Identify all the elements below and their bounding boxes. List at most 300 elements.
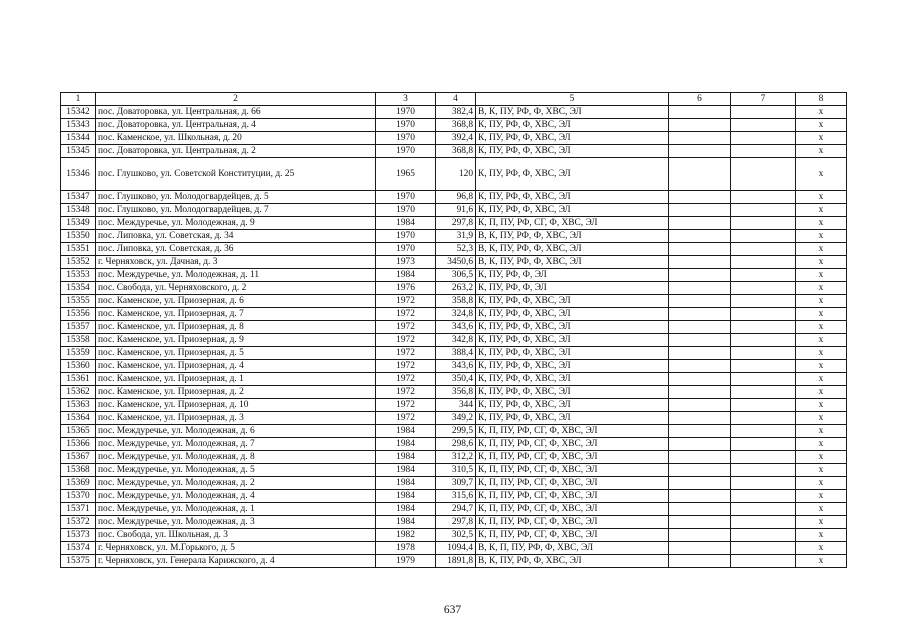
area-cell: 315,6: [436, 490, 476, 503]
year-built-cell: 1972: [376, 295, 436, 308]
column-number: 8: [796, 93, 847, 106]
area-cell: 309,7: [436, 477, 476, 490]
column-6-cell: [669, 451, 731, 464]
utilities-cell: К, ПУ, РФ, Ф, ХВС, ЭЛ: [476, 321, 669, 334]
column-8-cell: х: [796, 243, 847, 256]
utilities-cell: К, ПУ, РФ, Ф, ХВС, ЭЛ: [476, 308, 669, 321]
column-8-cell: х: [796, 425, 847, 438]
address-cell: пос. Глушково, ул. Молодогвардейцев, д. 7: [96, 204, 376, 217]
column-8-cell: х: [796, 347, 847, 360]
column-6-cell: [669, 295, 731, 308]
column-6-cell: [669, 119, 731, 132]
year-built-cell: 1970: [376, 230, 436, 243]
area-cell: 310,5: [436, 464, 476, 477]
column-7-cell: [731, 282, 796, 295]
table-row: [61, 243, 847, 256]
column-6-cell: [669, 425, 731, 438]
column-number: 7: [731, 93, 796, 106]
column-7-cell: [731, 308, 796, 321]
address-cell: пос. Каменское, ул. Приозерная, д. 2: [96, 386, 376, 399]
area-cell: 120: [436, 158, 476, 191]
year-built-cell: 1970: [376, 119, 436, 132]
address-cell: пос. Каменское, ул. Приозерная, д. 8: [96, 321, 376, 334]
year-built-cell: 1978: [376, 542, 436, 555]
table-row: [61, 308, 847, 321]
column-6-cell: [669, 158, 731, 191]
utilities-cell: К, ПУ, РФ, Ф, ХВС, ЭЛ: [476, 347, 669, 360]
table-row: [61, 119, 847, 132]
register-number-cell: 15358: [61, 334, 96, 347]
utilities-cell: К, ПУ, РФ, Ф, ХВС, ЭЛ: [476, 119, 669, 132]
column-6-cell: [669, 282, 731, 295]
column-number: 4: [436, 93, 476, 106]
column-7-cell: [731, 542, 796, 555]
column-7-cell: [731, 295, 796, 308]
utilities-cell: К, П, ПУ, РФ, СГ, Ф, ХВС, ЭЛ: [476, 425, 669, 438]
table-row: [61, 230, 847, 243]
column-6-cell: [669, 230, 731, 243]
column-7-cell: [731, 386, 796, 399]
table-row: [61, 399, 847, 412]
column-6-cell: [669, 256, 731, 269]
year-built-cell: 1972: [376, 399, 436, 412]
table-row: [61, 503, 847, 516]
register-number-cell: 15366: [61, 438, 96, 451]
column-7-cell: [731, 158, 796, 191]
area-cell: 349,2: [436, 412, 476, 425]
register-number-cell: 15367: [61, 451, 96, 464]
column-number: 1: [61, 93, 96, 106]
column-8-cell: х: [796, 555, 847, 568]
column-7-cell: [731, 334, 796, 347]
column-7-cell: [731, 217, 796, 230]
address-cell: пос. Междуречье, ул. Молодежная, д. 4: [96, 490, 376, 503]
column-7-cell: [731, 106, 796, 119]
register-number-cell: 15372: [61, 516, 96, 529]
utilities-cell: К, ПУ, РФ, Ф, ХВС, ЭЛ: [476, 412, 669, 425]
year-built-cell: 1979: [376, 555, 436, 568]
table-row: [61, 347, 847, 360]
utilities-cell: К, П, ПУ, РФ, СГ, Ф, ХВС, ЭЛ: [476, 516, 669, 529]
utilities-cell: К, ПУ, РФ, Ф, ХВС, ЭЛ: [476, 145, 669, 158]
area-cell: 350,4: [436, 373, 476, 386]
utilities-cell: К, ПУ, РФ, Ф, ХВС, ЭЛ: [476, 399, 669, 412]
address-cell: пос. Междуречье, ул. Молодежная, д. 7: [96, 438, 376, 451]
register-number-cell: 15361: [61, 373, 96, 386]
area-cell: 368,8: [436, 145, 476, 158]
address-cell: пос. Каменское, ул. Приозерная, д. 10: [96, 399, 376, 412]
column-6-cell: [669, 542, 731, 555]
column-8-cell: х: [796, 490, 847, 503]
table-row: [61, 542, 847, 555]
column-6-cell: [669, 386, 731, 399]
area-cell: 342,8: [436, 334, 476, 347]
register-number-cell: 15345: [61, 145, 96, 158]
column-6-cell: [669, 321, 731, 334]
year-built-cell: 1970: [376, 145, 436, 158]
table-row: [61, 132, 847, 145]
address-cell: г. Черняховск, ул. М.Горького, д. 5: [96, 542, 376, 555]
year-built-cell: 1984: [376, 425, 436, 438]
column-7-cell: [731, 399, 796, 412]
area-cell: 263,2: [436, 282, 476, 295]
column-6-cell: [669, 438, 731, 451]
register-number-cell: 15356: [61, 308, 96, 321]
table-row: [61, 295, 847, 308]
column-7-cell: [731, 555, 796, 568]
column-7-cell: [731, 243, 796, 256]
utilities-cell: В, К, ПУ, РФ, Ф, ХВС, ЭЛ: [476, 243, 669, 256]
table-row: [61, 282, 847, 295]
year-built-cell: 1984: [376, 490, 436, 503]
year-built-cell: 1970: [376, 204, 436, 217]
column-6-cell: [669, 490, 731, 503]
building-register-table: [60, 92, 847, 568]
area-cell: 358,8: [436, 295, 476, 308]
address-cell: пос. Липовка, ул. Советская, д. 36: [96, 243, 376, 256]
column-6-cell: [669, 503, 731, 516]
utilities-cell: К, ПУ, РФ, Ф, ЭЛ: [476, 282, 669, 295]
year-built-cell: 1972: [376, 360, 436, 373]
year-built-cell: 1984: [376, 269, 436, 282]
year-built-cell: 1965: [376, 158, 436, 191]
column-7-cell: [731, 464, 796, 477]
area-cell: 344: [436, 399, 476, 412]
utilities-cell: К, П, ПУ, РФ, СГ, Ф, ХВС, ЭЛ: [476, 451, 669, 464]
address-cell: пос. Доваторовка, ул. Центральная, д. 4: [96, 119, 376, 132]
column-7-cell: [731, 230, 796, 243]
utilities-cell: К, ПУ, РФ, Ф, ХВС, ЭЛ: [476, 191, 669, 204]
column-8-cell: х: [796, 386, 847, 399]
table-row: [61, 490, 847, 503]
year-built-cell: 1984: [376, 438, 436, 451]
address-cell: пос. Каменское, ул. Приозерная, д. 5: [96, 347, 376, 360]
register-number-cell: 15364: [61, 412, 96, 425]
year-built-cell: 1970: [376, 243, 436, 256]
column-8-cell: х: [796, 503, 847, 516]
column-7-cell: [731, 477, 796, 490]
table-row: [61, 516, 847, 529]
register-number-cell: 15370: [61, 490, 96, 503]
column-8-cell: х: [796, 256, 847, 269]
area-cell: 312,2: [436, 451, 476, 464]
column-7-cell: [731, 360, 796, 373]
register-number-cell: 15342: [61, 106, 96, 119]
register-number-cell: 15344: [61, 132, 96, 145]
column-6-cell: [669, 308, 731, 321]
register-number-cell: 15346: [61, 158, 96, 191]
area-cell: 1094,4: [436, 542, 476, 555]
year-built-cell: 1970: [376, 132, 436, 145]
column-8-cell: х: [796, 308, 847, 321]
utilities-cell: К, П, ПУ, РФ, СГ, Ф, ХВС, ЭЛ: [476, 490, 669, 503]
year-built-cell: 1984: [376, 464, 436, 477]
year-built-cell: 1972: [376, 347, 436, 360]
address-cell: пос. Междуречье, ул. Молодежная, д. 5: [96, 464, 376, 477]
address-cell: г. Черняховск, ул. Генерала Карижского, д. 4: [96, 555, 376, 568]
column-8-cell: х: [796, 230, 847, 243]
area-cell: 96,8: [436, 191, 476, 204]
column-7-cell: [731, 321, 796, 334]
register-number-cell: 15348: [61, 204, 96, 217]
column-8-cell: х: [796, 269, 847, 282]
address-cell: пос. Каменское, ул. Приозерная, д. 6: [96, 295, 376, 308]
utilities-cell: К, П, ПУ, РФ, СГ, Ф, ХВС, ЭЛ: [476, 464, 669, 477]
column-number-row: [61, 93, 847, 106]
area-cell: 343,6: [436, 321, 476, 334]
column-8-cell: х: [796, 282, 847, 295]
column-8-cell: х: [796, 158, 847, 191]
column-7-cell: [731, 490, 796, 503]
column-6-cell: [669, 132, 731, 145]
column-8-cell: х: [796, 451, 847, 464]
column-6-cell: [669, 106, 731, 119]
register-number-cell: 15365: [61, 425, 96, 438]
register-number-cell: 15362: [61, 386, 96, 399]
area-cell: 324,8: [436, 308, 476, 321]
year-built-cell: 1972: [376, 412, 436, 425]
register-number-cell: 15360: [61, 360, 96, 373]
address-cell: пос. Доваторовка, ул. Центральная, д. 2: [96, 145, 376, 158]
address-cell: пос. Каменское, ул. Приозерная, д. 3: [96, 412, 376, 425]
table-row: [61, 334, 847, 347]
column-7-cell: [731, 119, 796, 132]
utilities-cell: К, П, ПУ, РФ, СГ, Ф, ХВС, ЭЛ: [476, 477, 669, 490]
table-row: [61, 412, 847, 425]
column-8-cell: х: [796, 477, 847, 490]
area-cell: 368,8: [436, 119, 476, 132]
area-cell: 91,6: [436, 204, 476, 217]
column-8-cell: х: [796, 191, 847, 204]
column-8-cell: х: [796, 321, 847, 334]
address-cell: пос. Каменское, ул. Приозерная, д. 7: [96, 308, 376, 321]
column-6-cell: [669, 399, 731, 412]
year-built-cell: 1972: [376, 308, 436, 321]
column-6-cell: [669, 347, 731, 360]
column-8-cell: х: [796, 360, 847, 373]
address-cell: пос. Междуречье, ул. Молодежная, д. 11: [96, 269, 376, 282]
table-row: [61, 158, 847, 191]
year-built-cell: 1972: [376, 334, 436, 347]
address-cell: пос. Глушково, ул. Советской Конституции, д. 25: [96, 158, 376, 191]
address-cell: пос. Междуречье, ул. Молодежная, д. 2: [96, 477, 376, 490]
column-7-cell: [731, 269, 796, 282]
column-7-cell: [731, 145, 796, 158]
column-7-cell: [731, 412, 796, 425]
year-built-cell: 1972: [376, 386, 436, 399]
column-7-cell: [731, 516, 796, 529]
register-number-cell: 15357: [61, 321, 96, 334]
column-8-cell: х: [796, 132, 847, 145]
table-row: [61, 145, 847, 158]
column-number: 2: [96, 93, 376, 106]
area-cell: 299,5: [436, 425, 476, 438]
column-6-cell: [669, 555, 731, 568]
table-row: [61, 217, 847, 230]
table-row: [61, 106, 847, 119]
year-built-cell: 1972: [376, 321, 436, 334]
address-cell: пос. Каменское, ул. Школьная, д. 20: [96, 132, 376, 145]
column-7-cell: [731, 451, 796, 464]
address-cell: пос. Свобода, ул. Школьная, д. 3: [96, 529, 376, 542]
year-built-cell: 1984: [376, 503, 436, 516]
register-number-cell: 15355: [61, 295, 96, 308]
area-cell: 392,4: [436, 132, 476, 145]
utilities-cell: В, К, П, ПУ, РФ, Ф, ХВС, ЭЛ: [476, 542, 669, 555]
utilities-cell: К, ПУ, РФ, Ф, ХВС, ЭЛ: [476, 386, 669, 399]
column-8-cell: х: [796, 119, 847, 132]
column-8-cell: х: [796, 464, 847, 477]
year-built-cell: 1972: [376, 373, 436, 386]
table-row: [61, 425, 847, 438]
utilities-cell: К, П, ПУ, РФ, СГ, Ф, ХВС, ЭЛ: [476, 438, 669, 451]
table-body: [61, 93, 847, 568]
table-row: [61, 451, 847, 464]
register-number-cell: 15343: [61, 119, 96, 132]
address-cell: пос. Каменское, ул. Приозерная, д. 9: [96, 334, 376, 347]
column-6-cell: [669, 412, 731, 425]
table-row: [61, 204, 847, 217]
column-8-cell: х: [796, 373, 847, 386]
table-row: [61, 477, 847, 490]
column-7-cell: [731, 132, 796, 145]
year-built-cell: 1982: [376, 529, 436, 542]
area-cell: 3450,6: [436, 256, 476, 269]
year-built-cell: 1984: [376, 516, 436, 529]
area-cell: 343,6: [436, 360, 476, 373]
address-cell: пос. Каменское, ул. Приозерная, д. 1: [96, 373, 376, 386]
utilities-cell: К, П, ПУ, РФ, СГ, Ф, ХВС, ЭЛ: [476, 529, 669, 542]
area-cell: 297,8: [436, 516, 476, 529]
register-number-cell: 15375: [61, 555, 96, 568]
address-cell: пос. Междуречье, ул. Молодежная, д. 3: [96, 516, 376, 529]
area-cell: 31,9: [436, 230, 476, 243]
year-built-cell: 1973: [376, 256, 436, 269]
area-cell: 306,5: [436, 269, 476, 282]
area-cell: 356,8: [436, 386, 476, 399]
table-row: [61, 386, 847, 399]
table-row: [61, 555, 847, 568]
year-built-cell: 1984: [376, 451, 436, 464]
column-8-cell: х: [796, 542, 847, 555]
utilities-cell: К, ПУ, РФ, Ф, ХВС, ЭЛ: [476, 373, 669, 386]
area-cell: 297,8: [436, 217, 476, 230]
address-cell: пос. Каменское, ул. Приозерная, д. 4: [96, 360, 376, 373]
area-cell: 1891,8: [436, 555, 476, 568]
address-cell: г. Черняховск, ул. Дачная, д. 3: [96, 256, 376, 269]
area-cell: 382,4: [436, 106, 476, 119]
register-number-cell: 15373: [61, 529, 96, 542]
register-number-cell: 15369: [61, 477, 96, 490]
address-cell: пос. Доваторовка, ул. Центральная, д. 66: [96, 106, 376, 119]
table-row: [61, 256, 847, 269]
column-8-cell: х: [796, 145, 847, 158]
address-cell: пос. Свобода, ул. Черняховского, д. 2: [96, 282, 376, 295]
address-cell: пос. Междуречье, ул. Молодежная, д. 1: [96, 503, 376, 516]
column-8-cell: х: [796, 295, 847, 308]
column-6-cell: [669, 191, 731, 204]
utilities-cell: К, ПУ, РФ, Ф, ХВС, ЭЛ: [476, 334, 669, 347]
column-8-cell: х: [796, 529, 847, 542]
column-6-cell: [669, 145, 731, 158]
address-cell: пос. Междуречье, ул. Молодежная, д. 8: [96, 451, 376, 464]
utilities-cell: В, К, ПУ, РФ, Ф, ХВС, ЭЛ: [476, 230, 669, 243]
column-6-cell: [669, 464, 731, 477]
column-7-cell: [731, 191, 796, 204]
column-7-cell: [731, 438, 796, 451]
register-number-cell: 15368: [61, 464, 96, 477]
utilities-cell: К, ПУ, РФ, Ф, ХВС, ЭЛ: [476, 158, 669, 191]
column-7-cell: [731, 256, 796, 269]
utilities-cell: В, К, ПУ, РФ, Ф, ХВС, ЭЛ: [476, 555, 669, 568]
column-7-cell: [731, 529, 796, 542]
utilities-cell: К, ПУ, РФ, Ф, ХВС, ЭЛ: [476, 295, 669, 308]
column-7-cell: [731, 373, 796, 386]
table-row: [61, 321, 847, 334]
area-cell: 388,4: [436, 347, 476, 360]
column-6-cell: [669, 373, 731, 386]
register-number-cell: 15347: [61, 191, 96, 204]
register-number-cell: 15353: [61, 269, 96, 282]
column-number: 3: [376, 93, 436, 106]
utilities-cell: К, ПУ, РФ, Ф, ХВС, ЭЛ: [476, 360, 669, 373]
table-row: [61, 464, 847, 477]
column-6-cell: [669, 269, 731, 282]
column-7-cell: [731, 347, 796, 360]
register-number-cell: 15363: [61, 399, 96, 412]
utilities-cell: К, ПУ, РФ, Ф, ХВС, ЭЛ: [476, 204, 669, 217]
column-8-cell: х: [796, 334, 847, 347]
area-cell: 52,3: [436, 243, 476, 256]
register-number-cell: 15352: [61, 256, 96, 269]
table-row: [61, 373, 847, 386]
year-built-cell: 1970: [376, 191, 436, 204]
register-number-cell: 15354: [61, 282, 96, 295]
utilities-cell: К, П, ПУ, РФ, СГ, Ф, ХВС, ЭЛ: [476, 217, 669, 230]
column-7-cell: [731, 425, 796, 438]
page-number: 637: [443, 604, 462, 616]
column-8-cell: х: [796, 412, 847, 425]
column-6-cell: [669, 334, 731, 347]
register-number-cell: 15351: [61, 243, 96, 256]
column-6-cell: [669, 243, 731, 256]
utilities-cell: К, ПУ, РФ, Ф, ЭЛ: [476, 269, 669, 282]
table-row: [61, 191, 847, 204]
column-8-cell: х: [796, 399, 847, 412]
column-6-cell: [669, 204, 731, 217]
column-8-cell: х: [796, 106, 847, 119]
year-built-cell: 1976: [376, 282, 436, 295]
utilities-cell: К, ПУ, РФ, Ф, ХВС, ЭЛ: [476, 132, 669, 145]
year-built-cell: 1984: [376, 477, 436, 490]
column-7-cell: [731, 503, 796, 516]
register-number-cell: 15371: [61, 503, 96, 516]
year-built-cell: 1970: [376, 106, 436, 119]
table-row: [61, 360, 847, 373]
utilities-cell: В, К, ПУ, РФ, Ф, ХВС, ЭЛ: [476, 106, 669, 119]
column-7-cell: [731, 204, 796, 217]
area-cell: 302,5: [436, 529, 476, 542]
register-number-cell: 15374: [61, 542, 96, 555]
column-8-cell: х: [796, 438, 847, 451]
column-8-cell: х: [796, 516, 847, 529]
column-8-cell: х: [796, 217, 847, 230]
column-8-cell: х: [796, 204, 847, 217]
column-number: 5: [476, 93, 669, 106]
register-number-cell: 15349: [61, 217, 96, 230]
register-number-cell: 15359: [61, 347, 96, 360]
area-cell: 294,7: [436, 503, 476, 516]
